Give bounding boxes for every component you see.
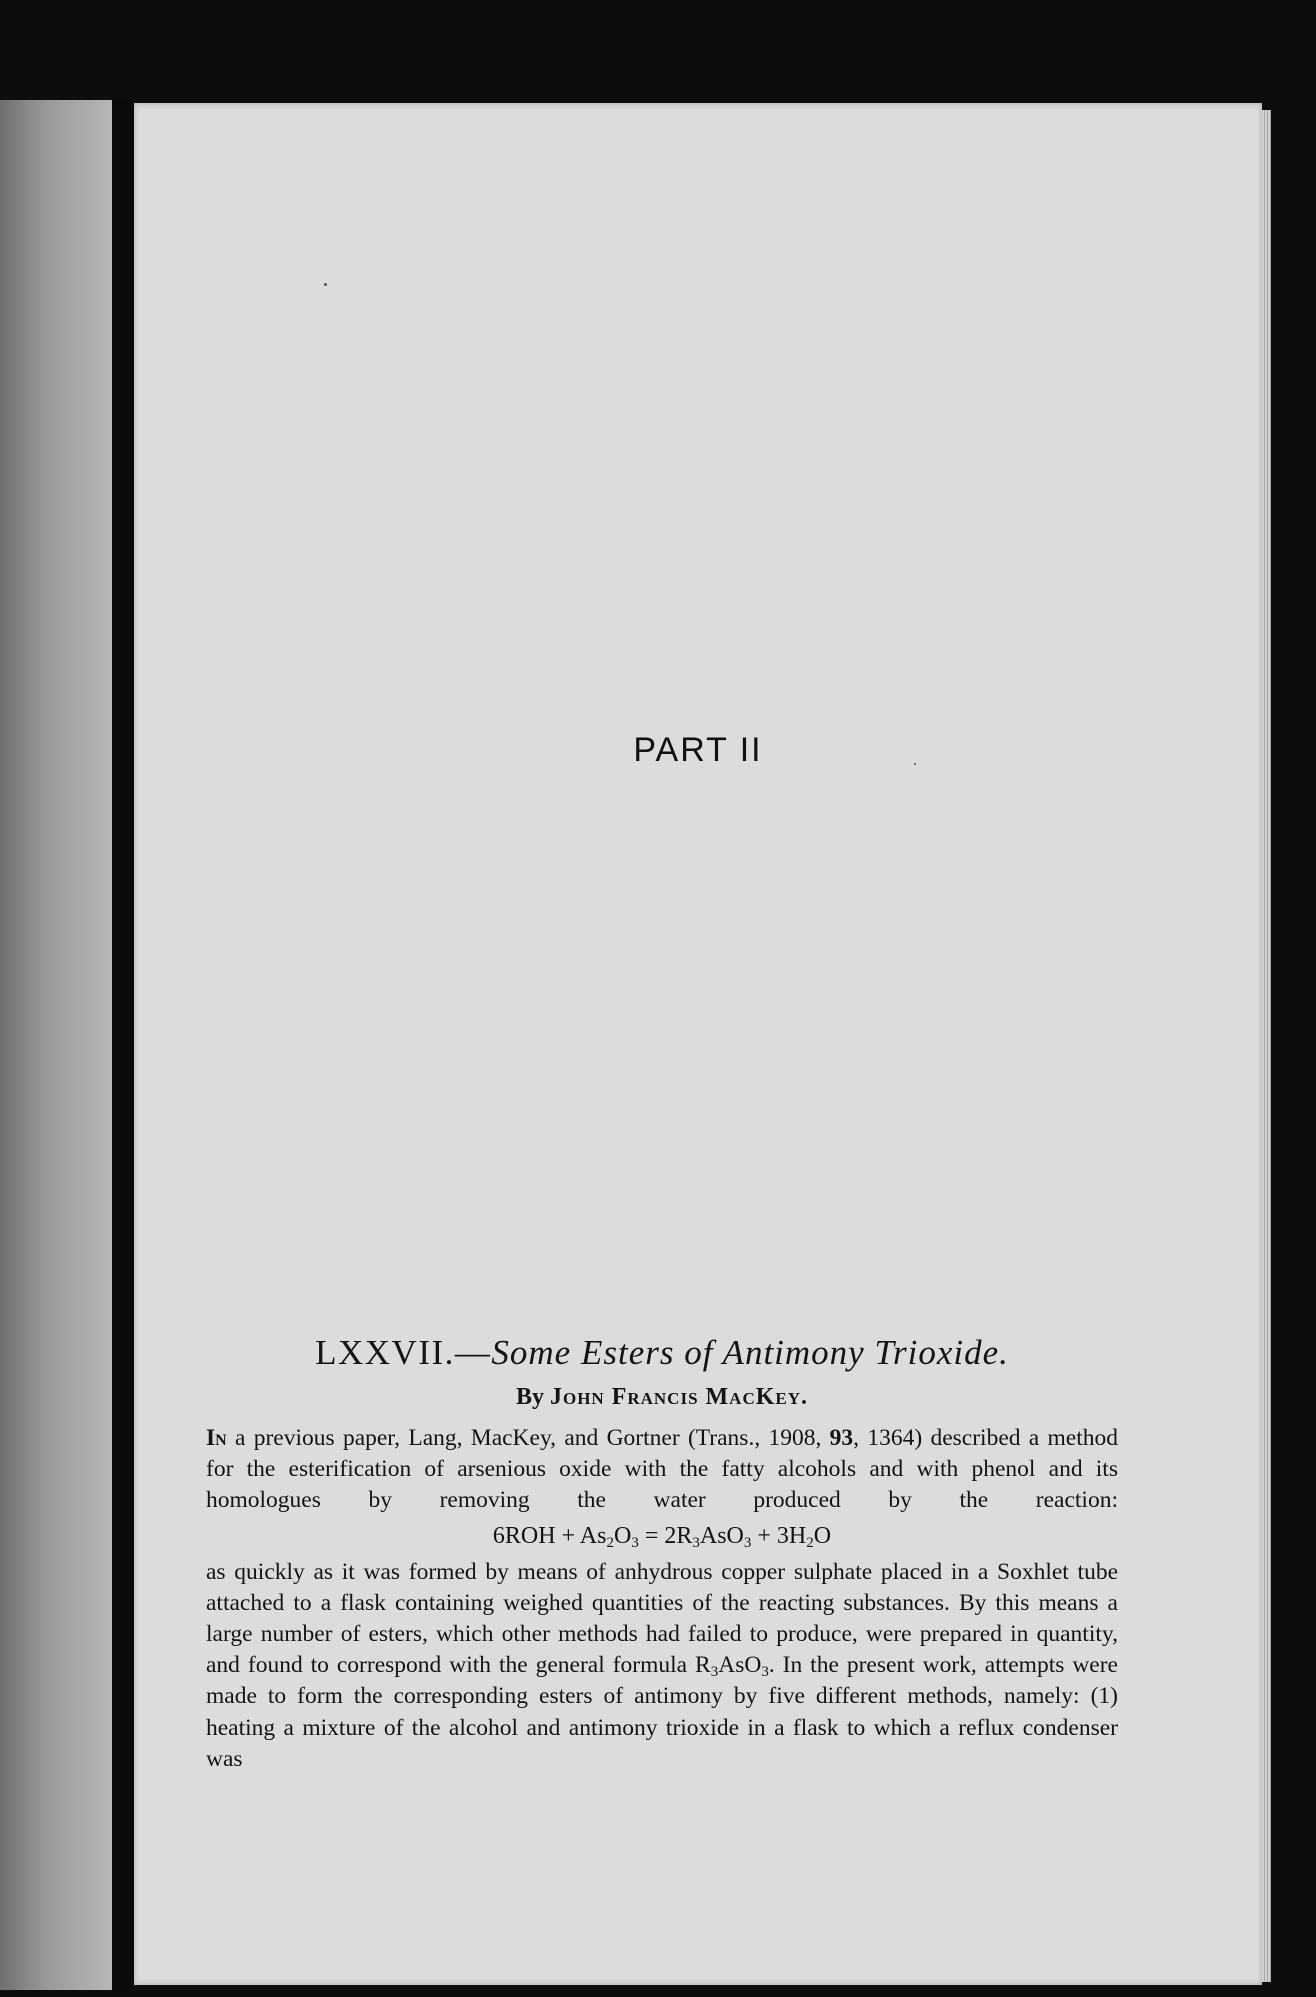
article-title [206, 1331, 1118, 1375]
article-title-text: Some Esters of Antimony Trioxide. [491, 1333, 1009, 1372]
dust-speck [324, 283, 327, 286]
paragraph-lead: In [206, 1425, 227, 1451]
paragraph-1 [206, 1423, 1118, 1517]
article-number: LXXVII.— [315, 1333, 492, 1372]
facing-page-edge [0, 100, 118, 1990]
book-spine [112, 100, 134, 1990]
document-page [134, 103, 1262, 1985]
article [206, 1331, 1118, 1775]
page-stack-edge [1262, 110, 1271, 1982]
paragraph-2-text-c: . In the present work, attempts were made to form the corresponding esters of antimony by five different methods, namely: (1) heating a mixture of the alcohol and antimony trioxide in a flask to which a reflux condenser was [206, 1652, 1118, 1772]
chemical-equation: $6ROH + As_2O_3 = 2R_3AsO_3 + 3H_2O$ [492, 1522, 832, 1551]
paragraph-2: as quickly as it was formed by means of anhydrous copper sulphate placed in a Soxhlet tube attached to a flask containing weighed quantities of the reacting substances. By this means a large number of esters, which other methods had failed to produce, were prepared in quantity, and found to correspond with the general formula $R_3AsO_3$. In the present work, attempts were made to form the corresponding esters of antimony by five different methods, namely: (1) heating a mixture of the alcohol and antimony trioxide in a flask to which a reflux condenser was [206, 1558, 1118, 1772]
byline-prefix: By [515, 1384, 550, 1410]
volume-number: 93 [829, 1425, 854, 1451]
paragraph-1-text-a: a previous paper, Lang, MacKey, and Gortner (Trans., 1908, [226, 1425, 822, 1451]
dust-speck [914, 763, 916, 765]
paragraph-1-text-b: , 1364) described a method for the esterification of arsenious oxide with the fatty alcohols and with phenol and its homologues by removing the water produced by the reaction: [206, 1425, 1118, 1514]
byline [206, 1379, 1118, 1415]
author-name: John Francis MacKey. [549, 1384, 809, 1410]
part-heading: PART II [633, 731, 763, 769]
paragraph-2-text-a: as quickly as it was formed by means of anhydrous copper sulphate placed in a Soxhlet tube attached to a flask containing weighed quantities of the reacting substances. By this means a large number of esters, which other methods had failed to produce, were prepared in quantity, and found to correspond with the general formula R [206, 1558, 1118, 1679]
